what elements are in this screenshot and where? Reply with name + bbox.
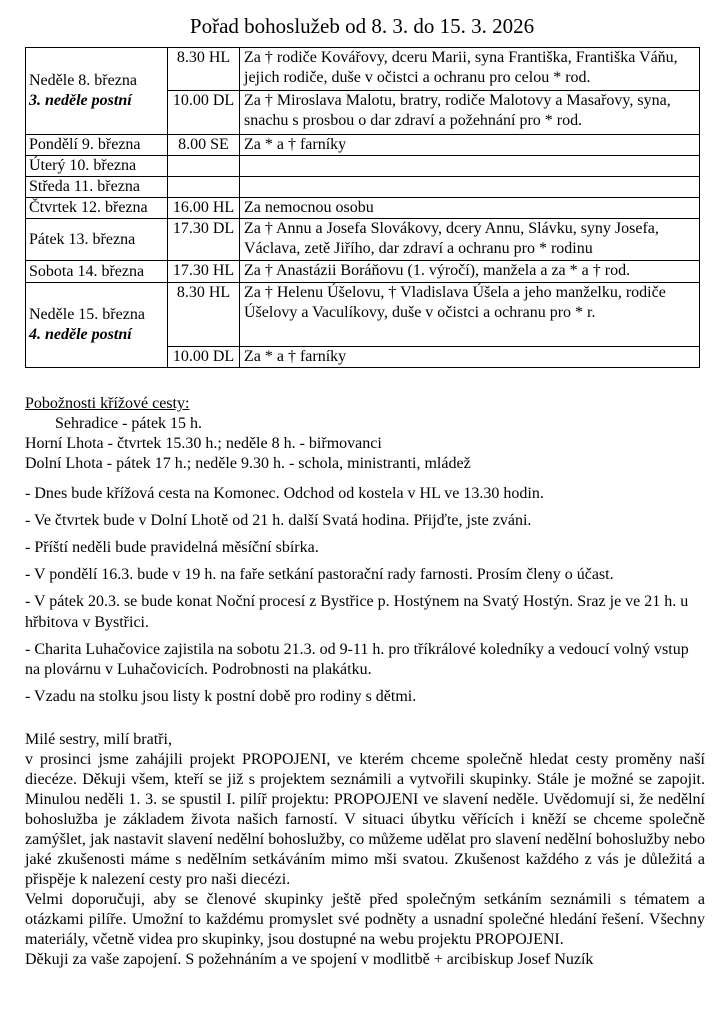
mass-intention: Za † Anastázii Boráňovu (1. výročí), manžela a za * a † rod. xyxy=(240,261,700,283)
mass-schedule-table xyxy=(25,47,700,368)
mass-intention: Za * a † farníky xyxy=(240,135,700,156)
mass-intention xyxy=(240,156,700,177)
mass-intention: Za † Miroslava Malotu, bratry, rodiče Malotovy a Masařovy, syna, snachu s prosbou o dar zdraví a požehnání pro * rod. xyxy=(240,91,700,135)
devotion-line: Horní Lhota - čtvrtek 15.30 h.; neděle 8 h. - biřmovanci xyxy=(25,435,382,452)
mass-time: 8.30 HL xyxy=(168,283,240,347)
schedule-row xyxy=(26,198,700,219)
announcement-item: - Vzadu na stolku jsou listy k postní době pro rodiny s dětmi. xyxy=(25,688,417,705)
schedule-row xyxy=(26,177,700,198)
day-cell xyxy=(26,283,168,368)
announcements-list xyxy=(25,484,705,714)
day-label: Čtvrtek 12. března xyxy=(26,198,168,219)
schedule-row xyxy=(26,135,700,156)
schedule-row xyxy=(26,219,700,261)
devotions-heading: Pobožnosti křížové cesty: xyxy=(25,395,190,412)
devotion-line: Sehradice - pátek 15 h. xyxy=(55,415,203,432)
schedule-row xyxy=(26,283,700,347)
mass-intention: Za † rodiče Kovářovy, dceru Marii, syna Františka, Františka Váňu, jejich rodiče, duše v očistci a ochranu pro celou * rod. xyxy=(240,48,700,91)
schedule-row xyxy=(26,156,700,177)
announcement-item: - V pátek 20.3. se bude konat Noční procesí z Bystřice p. Hostýnem na Svatý Hostýn. Sraz je ve 21 h. u hřbitova v Bystřici. xyxy=(25,593,689,631)
letter-paragraph: v prosinci jsme zahájili projekt PROPOJENI, ve kterém chceme společně hledat cesty proměny naší diecéze. Děkuji všem, kteří se již s projektem seznámili a vytvořili skupinky. Stále je možné se zapojit. Minulou neděli 1. 3. se spustil I. pilíř projektu: PROPOJENI ve slavení neděle. Uvědomují si, že nedělní bohoslužba je základem života našich farností. V situaci úbytku věřících i kněží se chceme společně zamýšlet, jak nastavit slavení nedělní bohoslužby, co můžeme udělat pro slavení nedělní bohoslužby nebo jaké zkušenosti máme s nedělním setkáváním mimo mši svatou. Zkušenost každého z vás je důležitá a přispěje k nalezení cesty pro naši diecézi. xyxy=(25,751,705,888)
letter-greeting: Milé sestry, milí bratři, xyxy=(25,731,172,748)
day-cell xyxy=(26,48,168,135)
day-label: Pátek 13. března xyxy=(26,219,168,261)
mass-time: 8.00 SE xyxy=(168,135,240,156)
bishop-letter xyxy=(25,730,705,970)
announcement-item: - Dnes bude křížová cesta na Komonec. Odchod od kostela v HL ve 13.30 hodin. xyxy=(25,485,544,502)
mass-time: 16.00 HL xyxy=(168,198,240,219)
day-label: Sobota 14. března xyxy=(26,261,168,283)
mass-time: 17.30 DL xyxy=(168,219,240,261)
day-label: Středa 11. března xyxy=(26,177,168,198)
mass-intention: Za † Annu a Josefa Slovákovy, dcery Annu, Slávku, syny Josefa, Václava, zetě Jiřího, dar zdraví a ochranu pro * rodinu xyxy=(240,219,700,261)
day-label: Neděle 15. března xyxy=(29,306,145,323)
day-label: Pondělí 9. března xyxy=(26,135,168,156)
announcement-item: - V pondělí 16.3. bude v 19 h. na faře setkání pastorační rady farnosti. Prosím členy o účast. xyxy=(25,566,614,583)
schedule-row xyxy=(26,261,700,283)
day-label: Neděle 8. března xyxy=(29,72,137,89)
announcement-item: - Charita Luhačovice zajistila na sobotu 21.3. od 9-11 h. pro tříkrálové koledníky a vedoucí volný vstup na plovárnu v Luhačovicích. Podrobnosti na plakátku. xyxy=(25,640,689,678)
mass-time: 10.00 DL xyxy=(168,347,240,368)
mass-time: 8.30 HL xyxy=(168,48,240,91)
mass-time xyxy=(168,177,240,198)
mass-intention: Za * a † farníky xyxy=(240,347,700,368)
schedule-row xyxy=(26,48,700,91)
mass-time: 17.30 HL xyxy=(168,261,240,283)
letter-paragraph: Velmi doporučuji, aby se členové skupinky ještě před společným setkáním seznámili s tématem a otázkami pilíře. Umožní to každému promyslet své podněty a usnadní společné hledání řešení. Všechny materiály, včetně videa pro skupinky, jsou dostupné na webu projektu PROPOJENI. xyxy=(25,891,705,948)
devotions-section xyxy=(25,394,705,474)
liturgical-day-label: 4. neděle postní xyxy=(29,326,132,343)
devotion-line: Dolní Lhota - pátek 17 h.; neděle 9.30 h. - schola, ministranti, mládež xyxy=(25,455,471,472)
announcement-item: - Ve čtvrtek bude v Dolní Lhotě od 21 h. další Svatá hodina. Přijďte, jste zváni. xyxy=(25,512,532,529)
day-label: Úterý 10. března xyxy=(26,156,168,177)
letter-signature: Děkuji za vaše zapojení. S požehnáním a ve spojení v modlitbě + arcibiskup Josef Nuzík xyxy=(25,951,594,968)
liturgical-day-label: 3. neděle postní xyxy=(29,92,132,109)
page-title: Pořad bohoslužeb od 8. 3. do 15. 3. 2026 xyxy=(189,14,535,38)
mass-intention: Za nemocnou osobu xyxy=(240,198,700,219)
mass-intention xyxy=(240,177,700,198)
mass-time: 10.00 DL xyxy=(168,91,240,135)
mass-time xyxy=(168,156,240,177)
announcement-item: - Příští neděli bude pravidelná měsíční sbírka. xyxy=(25,539,319,556)
mass-intention: Za † Helenu Úšelovu, † Vladislava Úšela a jeho manželku, rodiče Úšelovy a Vaculíkovy, duše v očistci a ochranu pro * r. xyxy=(240,283,700,347)
